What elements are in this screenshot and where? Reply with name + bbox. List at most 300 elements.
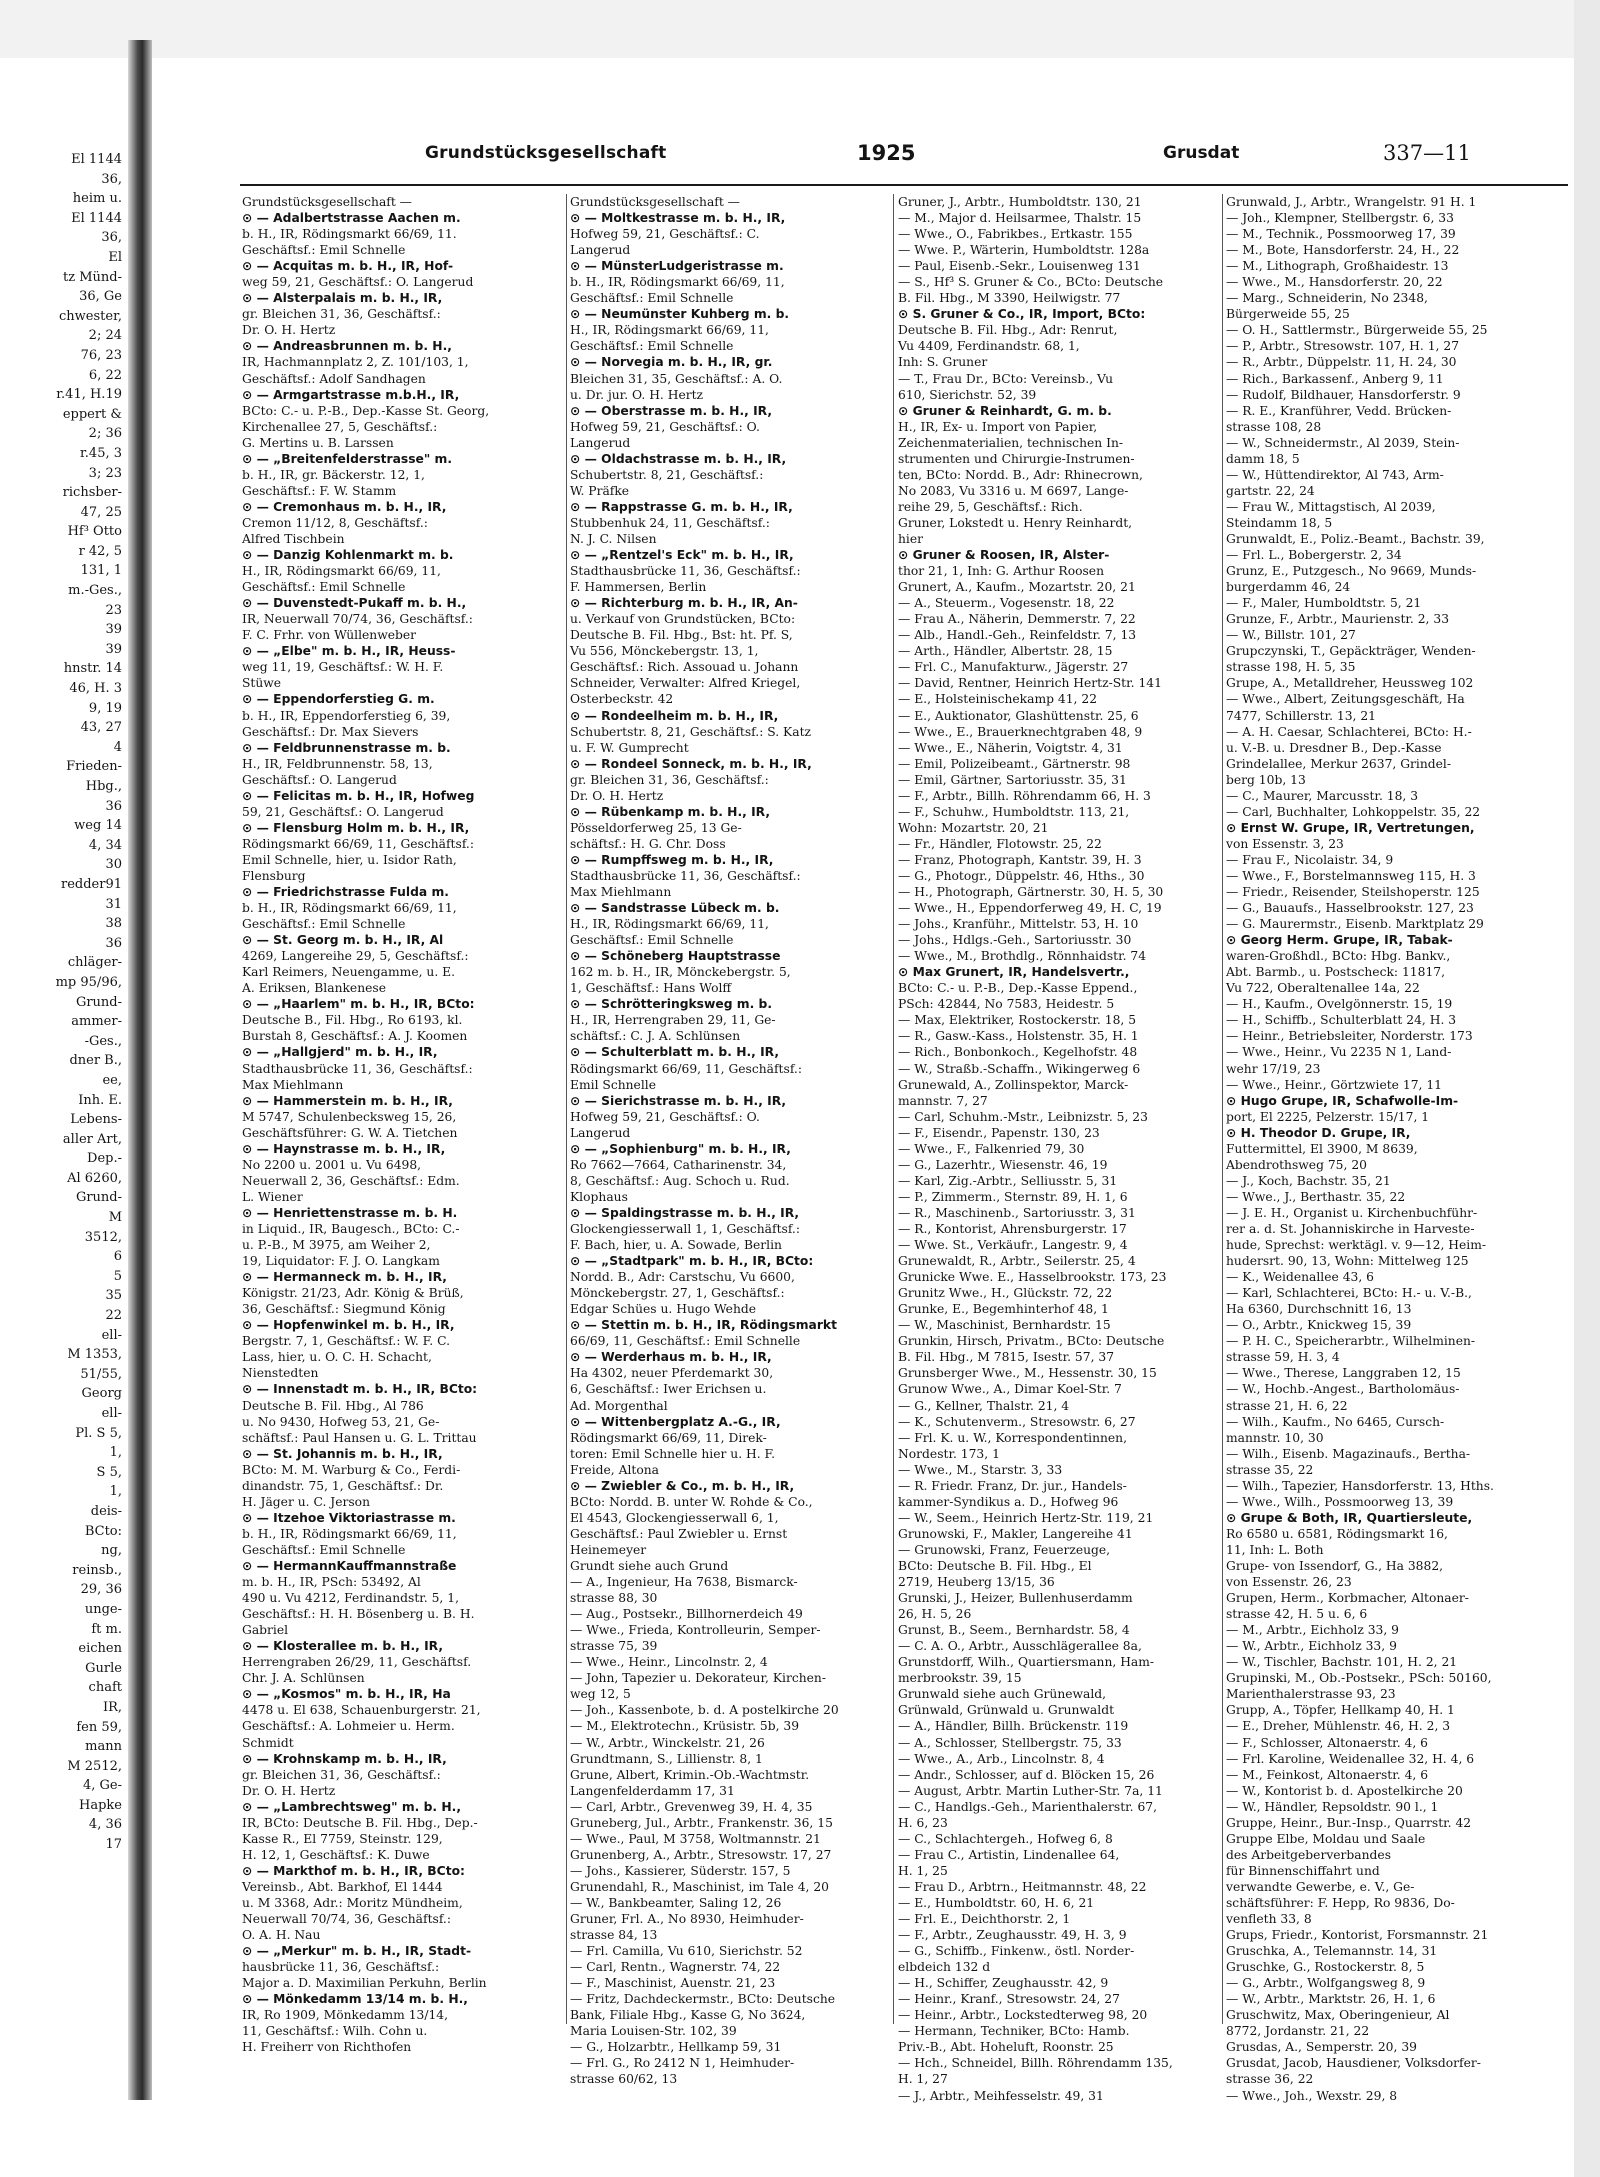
fragment-line: Al 6260, [67,1170,122,1186]
directory-line: waren-Großhdl., BCto: Hbg. Bankv., [1226,949,1451,964]
directory-line: ⊙ Grupe & Both, IR, Quartiersleute, [1226,1510,1473,1525]
directory-line: — Wwe., Therese, Langgraben 12, 15 [1226,1366,1461,1381]
directory-line: — O. H., Sattlermstr., Bürgerweide 55, 25 [1226,323,1488,338]
directory-line: — M., Bote, Hansdorferstr. 24, H., 22 [1226,243,1460,258]
fragment-line: El 1144 [71,210,122,226]
fragment-line: 4, 36 [88,1817,122,1833]
fragment-line: 5 [113,1268,122,1284]
fragment-line: r.45, 3 [80,445,122,461]
directory-line: ⊙ — Mönkedamm 13/14 m. b. H., [242,1992,468,2007]
directory-line: — C. A. O., Arbtr., Ausschlägerallee 8a, [898,1639,1142,1654]
column-divider [1222,194,1223,2024]
directory-line: ⊙ — Rondeel Sonneck, m. b. H., IR, [570,756,812,771]
fragment-line: Inh. E. [78,1092,122,1108]
directory-line: Grunst, B., Seem., Bernhardstr. 58, 4 [898,1623,1130,1638]
directory-line: ⊙ Hugo Grupe, IR, Schafwolle-Im- [1226,1093,1459,1108]
book-binding [128,40,152,2100]
directory-line: des Arbeitgeberverbandes [1226,1847,1392,1862]
directory-line: — Emil, Gärtner, Sartoriusstr. 35, 31 [898,772,1127,787]
fragment-line: Georg [81,1386,122,1402]
directory-line: Dr. O. H. Hertz [570,788,664,803]
fragment-line: redder91 [60,876,122,892]
directory-line: — M., Elektrotechn., Krüsistr. 5b, 39 [570,1719,800,1734]
directory-line: ⊙ — Eppendorferstieg G. m. [242,692,435,707]
directory-line: Vu 722, Oberaltenallee 14a, 22 [1226,981,1420,996]
directory-line: ⊙ — Friedrichstrasse Fulda m. [242,885,449,900]
directory-line: Deutsche B. Fil. Hbg., Bst: ht. Pf. S, [570,628,793,643]
directory-line: ⊙ — Rappstrasse G. m. b. H., IR, [570,499,793,514]
directory-line: — C., Handlgs.-Geh., Marienthalerstr. 67, [898,1799,1158,1814]
directory-line: ⊙ — MünsterLudgeristrasse m. [570,259,784,274]
directory-line: — K., Schutenverm., Stresowstr. 6, 27 [898,1414,1136,1429]
directory-line: Grupinski, M., Ob.-Postsekr., PSch: 50160, [1226,1671,1492,1686]
directory-line: — Frau W., Mittagstisch, Al 2039, [1226,499,1436,514]
directory-line: Geschäftsf.: Emil Schnelle [242,1542,406,1557]
directory-line: — Carl, Arbtr., Grevenweg 39, H. 4, 35 [570,1799,813,1814]
directory-line: H. Freiherr von Richthofen [242,2040,412,2055]
fragment-line: ell- [101,1327,122,1343]
directory-line: — Wwe., Heinr., Görtzwiete 17, 11 [1226,1077,1442,1092]
directory-line: ⊙ — Werderhaus m. b. H., IR, [570,1350,772,1365]
directory-line: — T., Frau Dr., BCto: Vereinsb., Vu [898,371,1114,386]
directory-line: IR, BCto: Deutsche B. Fil. Hbg., Dep.- [242,1815,478,1830]
directory-line: — Heinr., Kranf., Stresowstr. 24, 27 [898,1992,1120,2007]
directory-line: 66/69, 11, Geschäftsf.: Emil Schnelle [570,1334,801,1349]
directory-line: Geschäftsf.: O. Langerud [242,772,397,787]
directory-line: gartstr. 22, 24 [1226,483,1315,498]
fragment-line: 30 [105,857,122,873]
fragment-line: 36, [101,171,122,187]
directory-line: thor 21, 1, Inh: G. Arthur Roosen [898,564,1105,579]
directory-line: — W., Bankbeamter, Saling 12, 26 [570,1895,782,1910]
directory-line: ⊙ — Feldbrunnenstrasse m. b. [242,740,451,755]
directory-line: 610, Sierichstr. 52, 39 [898,387,1037,402]
directory-line: — J., Koch, Bachstr. 35, 21 [1226,1173,1391,1188]
directory-line: Heinemeyer [570,1542,647,1557]
directory-line: — W., Tischler, Bachstr. 101, H. 2, 21 [1226,1655,1458,1670]
directory-line: Gruner, J., Arbtr., Humboldtstr. 130, 21 [898,195,1142,209]
fragment-line: hnstr. 14 [63,661,122,677]
directory-line: — J. E. H., Organist u. Kirchenbuchführ- [1226,1205,1478,1220]
directory-line: Dr. O. H. Hertz [242,1783,336,1798]
directory-line: hier [898,531,924,546]
directory-line: — Wwe., E., Brauerknechtgraben 48, 9 [898,724,1143,739]
fragment-line: M [108,1210,122,1226]
directory-line: b. H., IR, Rödingsmarkt 66/69, 11, [570,275,785,290]
fragment-line: 39 [105,641,122,657]
directory-line: ⊙ — Hermanneck m. b. H., IR, [242,1270,447,1285]
directory-line: Maria Louisen-Str. 102, 39 [570,2024,737,2039]
directory-line: ⊙ — Neumünster Kuhberg m. b. [570,307,790,322]
directory-line: Futtermittel, El 3900, M 8639, [1226,1141,1418,1156]
fragment-line: 3; 23 [88,465,122,481]
directory-line: ⊙ — St. Johannis m. b. H., IR, [242,1446,443,1461]
directory-line: Grunze, F., Arbtr., Maurienstr. 2, 33 [1226,612,1450,627]
directory-line: 8, Geschäftsf.: Aug. Schoch u. Rud. [570,1173,790,1188]
directory-line: Max Miehlmann [570,885,672,900]
directory-line: 2719, Heuberg 13/15, 36 [898,1575,1055,1590]
directory-line: schäftsführer: F. Hepp, Ro 9836, Do- [1226,1895,1455,1910]
directory-line: — Frl. K. u. W., Korrespondentinnen, [898,1430,1128,1445]
fragment-line: mann [85,1739,122,1755]
directory-line: Grunitz Wwe., H., Glückstr. 72, 22 [898,1286,1113,1301]
directory-line: ⊙ — Sandstrasse Lübeck m. b. [570,901,780,916]
directory-line: u. P.-B., M 3975, am Weiher 2, [242,1238,431,1253]
directory-line: Grundstücksgesellschaft — [242,195,412,209]
directory-line: G. Mertins u. B. Larssen [242,435,394,450]
directory-line: 7477, Schillerstr. 13, 21 [1226,708,1377,723]
directory-line: — Wwe., M., Hansdorferstr. 20, 22 [1226,275,1443,290]
directory-line: — Frau F., Nicolaistr. 34, 9 [1226,852,1394,867]
directory-line: — Wwe., M., Starstr. 3, 33 [898,1462,1063,1477]
fragment-line: aller Art, [62,1131,122,1147]
directory-line: strasse 21, H. 6, 22 [1226,1398,1348,1413]
fragment-line: El 1144 [71,152,122,167]
directory-line: BCto: Nordd. B. unter W. Rohde & Co., [570,1494,813,1509]
directory-line: Grunz, E., Putzgesch., No 9669, Munds- [1226,564,1477,579]
directory-line: B. Fil. Hbg., M 7815, Isestr. 57, 37 [898,1350,1115,1365]
directory-line: b. H., IR, Rödingsmarkt 66/69, 11, [242,1526,457,1541]
directory-line: O. A. H. Nau [242,1928,321,1943]
fragment-line: heim u. [72,191,122,207]
directory-line: Gruschwitz, Max, Oberingenieur, Al [1226,2008,1450,2023]
directory-line: ⊙ — Alsterpalais m. b. H., IR, [242,291,443,306]
directory-line: Priv.-B., Abt. Hoheluft, Roonstr. 25 [898,2040,1114,2055]
directory-line: Wohn: Mozartstr. 20, 21 [898,820,1049,835]
directory-line: Grupe- von Issendorf, G., Ha 3882, [1226,1558,1444,1573]
fragment-line: 1, [109,1484,122,1500]
directory-line: u. Verkauf von Grundstücken, BCto: [570,612,796,627]
header-left-keyword: Grundstücksgesellschaft [425,143,667,163]
directory-line: H. Jäger u. C. Jerson [242,1494,370,1509]
directory-line: hudersrt. 90, 13, Wohn: Mittelweg 125 [1226,1254,1469,1269]
directory-line: Grunwald, J., Arbtr., Wrangelstr. 91 H. 1 [1226,195,1477,209]
directory-line: — H., Schiffb., Schulterblatt 24, H. 3 [1226,1013,1457,1028]
directory-line: ⊙ — Schrötteringksweg m. b. [570,997,773,1012]
directory-line: — M., Lithograph, Großhaidestr. 13 [1226,259,1449,274]
directory-line: — F., Arbtr., Zeughausstr. 49, H. 3, 9 [898,1928,1127,1943]
directory-line: IR, Neuerwall 70/74, 36, Geschäftsf.: [242,612,473,627]
directory-line: — Hch., Schneidel, Billh. Röhrendamm 135, [898,2056,1173,2071]
fragment-line: BCto: [84,1523,122,1539]
fragment-line: 46, H. 3 [69,681,122,697]
directory-line: — Paul, Eisenb.-Sekr., Louisenweg 131 [898,259,1141,274]
directory-line: Langerud [570,1125,631,1140]
fragment-line: S 5, [96,1464,122,1480]
directory-line: Grupen, Herm., Korbmacher, Altonaer- [1226,1591,1469,1606]
directory-line: in Liquid., IR, Baugesch., BCto: C.- [242,1222,460,1236]
directory-line: Emil Schnelle, hier, u. Isidor Rath, [242,852,457,867]
directory-line: — F., Maler, Humboldtstr. 5, 21 [1226,596,1422,611]
directory-line: merbrookstr. 39, 15 [898,1671,1022,1686]
directory-line: — M., Technik., Possmoorweg 17, 39 [1226,227,1456,242]
directory-line: verwandte Gewerbe, e. V., Ge- [1226,1879,1415,1894]
directory-line: port, El 2225, Pelzerstr. 15/17, 1 [1226,1109,1430,1124]
directory-line: Marienthalerstrasse 93, 23 [1226,1687,1396,1702]
directory-line: ⊙ — Sierichstrasse m. b. H., IR, [570,1093,787,1108]
directory-line: — Frl. E., Deichthorstr. 2, 1 [898,1912,1071,1927]
directory-line: 11, Inh: L. Both [1226,1542,1324,1557]
directory-line: Geschäftsf.: Emil Schnelle [242,580,406,595]
directory-line: gr. Bleichen 31, 36, Geschäftsf.: [570,772,769,787]
fragment-line: 6 [113,1249,122,1265]
directory-line: Inh: S. Gruner [898,355,988,370]
directory-line: Nordestr. 173, 1 [898,1446,1000,1461]
directory-line: Neuerwall 2, 36, Geschäftsf.: Edm. [242,1173,460,1188]
directory-line: burgerdamm 46, 24 [1226,580,1351,595]
fragment-line: mp 95/96, [55,974,122,990]
fragment-line: ft m. [91,1621,122,1637]
directory-line: — P., Arbtr., Stresowstr. 107, H. 1, 27 [1226,339,1460,354]
fragment-line: 2; 36 [88,426,122,442]
directory-line: ⊙ — Richterburg m. b. H., IR, An- [570,596,798,611]
directory-line: Ha 4302, neuer Pferdemarkt 30, [570,1366,774,1381]
page-number: 337—11 [1383,141,1471,165]
directory-line: ⊙ — Innenstadt m. b. H., IR, BCto: [242,1382,478,1397]
directory-line: — Wwe., J., Berthastr. 35, 22 [1226,1189,1406,1204]
directory-line: — A., Schlosser, Stellbergstr. 75, 33 [898,1735,1122,1750]
fragment-line: 17 [105,1837,122,1853]
directory-line: ⊙ — Oldachstrasse m. b. H., IR, [570,451,787,466]
directory-line: ⊙ — Markthof m. b. H., IR, BCto: [242,1863,465,1878]
fragment-line: eppert & [62,406,122,422]
directory-line: H. 1, 27 [898,2072,948,2087]
directory-line: — E., Auktionator, Glashüttenstr. 25, 6 [898,708,1139,723]
fragment-line: chwester, [59,308,122,324]
directory-line: — Heinr., Betriebsleiter, Norderstr. 173 [1226,1029,1473,1044]
directory-line: ⊙ — Krohnskamp m. b. H., IR, [242,1751,447,1766]
directory-line: hausbrücke 11, 36, Geschäftsf.: [242,1960,440,1975]
directory-line: — C., Maurer, Marcusstr. 18, 3 [1226,788,1419,803]
directory-line: Grünwald, Grünwald u. Grunwaldt [898,1703,1115,1718]
directory-line: Abt. Barmb., u. Postscheck: 11817, [1226,965,1445,980]
directory-line: — W., Arbtr., Winckelstr. 21, 26 [570,1735,765,1750]
directory-line: u. Dr. jur. O. H. Hertz [570,387,704,402]
directory-line: Grunke, E., Begemhinterhof 48, 1 [898,1302,1109,1317]
directory-line: Gruppe Elbe, Moldau und Saale [1226,1831,1426,1846]
directory-line: Karl Reimers, Neuengamme, u. E. [242,965,456,980]
directory-line: Vu 4409, Ferdinandstr. 68, 1, [898,339,1080,354]
directory-line: — Emil, Polizeibeamt., Gärtnerstr. 98 [898,756,1131,771]
directory-line: — G., Bauaufs., Hasselbrookstr. 127, 23 [1226,901,1474,916]
directory-line: Vereinsb., Abt. Barkhof, El 1444 [242,1879,443,1894]
directory-line: No 2200 u. 2001 u. Vu 6498, [242,1157,422,1172]
fragment-line: 4, 34 [88,837,122,853]
directory-line: ⊙ — Henriettenstrasse m. b. H. [242,1205,458,1220]
directory-line: — F., Schlosser, Altonaerstr. 4, 6 [1226,1735,1428,1750]
directory-line: Bürgerweide 55, 25 [1226,307,1350,322]
directory-line: Gruschka, A., Telemannstr. 14, 31 [1226,1944,1438,1959]
directory-line: — A., Händler, Billh. Brückenstr. 119 [898,1719,1129,1734]
directory-line: Deutsche B. Fil. Hbg., Al 786 [242,1398,424,1413]
directory-line: Flensburg [242,868,306,883]
directory-line: — M., Arbtr., Eichholz 33, 9 [1226,1623,1399,1638]
directory-line: W. Präfke [570,483,630,498]
scan-edge [0,0,1600,58]
fragment-line: Pl. S 5, [75,1425,122,1441]
directory-line: — A. H. Caesar, Schlachterei, BCto: H.- [1226,724,1472,739]
directory-line: dinandstr. 75, 1, Geschäftsf.: Dr. [242,1478,444,1493]
directory-line: ⊙ — Stettin m. b. H., IR, Rödingsmarkt [570,1318,837,1333]
directory-line: strasse 42, H. 5 u. 6, 6 [1226,1607,1368,1622]
fragment-line: chläger- [67,955,122,971]
directory-line: Neuerwall 70/74, 36, Geschäftsf.: [242,1912,451,1927]
fragment-line: 23 [105,602,122,618]
directory-line: ⊙ — „Merkur" m. b. H., IR, Stadt- [242,1944,472,1959]
directory-line: — W., Händler, Repsoldstr. 90 l., 1 [1226,1799,1439,1814]
directory-line: 19, Liquidator: F. J. O. Langkam [242,1254,440,1269]
directory-line: ⊙ — Felicitas m. b. H., IR, Hofweg [242,788,475,803]
directory-line: — Wwe., E., Näherin, Voigtstr. 4, 31 [898,740,1123,755]
directory-line: — R. E., Kranführer, Vedd. Brücken- [1226,403,1452,418]
fragment-line: chaft [88,1680,122,1696]
directory-line: — Karl, Zig.-Arbtr., Selliusstr. 5, 31 [898,1173,1118,1188]
directory-line: — Wwe., Joh., Wexstr. 29, 8 [1226,2088,1398,2103]
directory-line: damm 18, 5 [1226,451,1300,466]
directory-line: ⊙ — Acquitas m. b. H., IR, Hof- [242,259,454,274]
directory-line: ⊙ Max Grunert, IR, Handelsvertr., [898,965,1130,980]
directory-line: strasse 84, 13 [570,1928,658,1943]
directory-line: für Binnenschiffahrt und [1226,1863,1380,1878]
directory-line: gr. Bleichen 31, 36, Geschäftsf.: [242,307,441,322]
directory-line: ⊙ — Danzig Kohlenmarkt m. b. [242,548,454,563]
directory-line: 59, 21, Geschäftsf.: O. Langerud [242,804,444,819]
directory-line: — Fritz, Dachdeckermstr., BCto: Deutsche [570,1992,836,2007]
directory-line: elbdeich 132 d [898,1960,991,1975]
directory-line: — Wwe., Paul, M 3758, Woltmannstr. 21 [570,1831,821,1846]
directory-line: — David, Rentner, Heinrich Hertz-Str. 141 [898,676,1162,691]
directory-line: Grunsberger Wwe., M., Hessenstr. 30, 15 [898,1366,1157,1381]
directory-line: Geschäftsf.: Adolf Sandhagen [242,371,426,386]
directory-line: weg 59, 21, Geschäftsf.: O. Langerud [242,275,474,290]
directory-line: ⊙ — Schulterblatt m. b. H., IR, [570,1045,780,1060]
directory-line: b. H., IR, Rödingsmarkt 66/69, 11. [242,227,457,242]
directory-line: Rödingsmarkt 66/69, 11, Direk- [570,1430,767,1445]
directory-line: H., IR, Herrengraben 29, 11, Ge- [570,1013,776,1028]
directory-line: — W., Kontorist b. d. Apostelkirche 20 [1226,1783,1463,1798]
directory-line: — C., Schlachtergeh., Hofweg 6, 8 [898,1831,1113,1846]
directory-line: — J., Arbtr., Meihfesselstr. 49, 31 [898,2088,1104,2103]
directory-line: Kirchenallee 27, 5, Geschäftsf.: [242,419,438,434]
directory-line: Geschäftsf.: Dr. Max Sievers [242,724,419,739]
directory-line: IR, Ro 1909, Mönkedamm 13/14, [242,2008,449,2023]
directory-line: A. Eriksen, Blankenese [242,981,386,996]
directory-line: ⊙ — „Elbe" m. b. H., IR, Heuss- [242,644,456,659]
directory-line: — Arth., Händler, Albertstr. 28, 15 [898,644,1113,659]
directory-line: — Frl. C., Manufakturw., Jägerstr. 27 [898,660,1129,675]
directory-line: Geschäftsf.: Emil Schnelle [570,291,734,306]
directory-line: Schmidt [242,1735,294,1750]
directory-line: ⊙ — Adalbertstrasse Aachen m. [242,211,461,226]
directory-line: — Wilh., Kaufm., No 6465, Cursch- [1226,1414,1445,1429]
directory-line: b. H., IR, Rödingsmarkt 66/69, 11, [242,901,457,916]
directory-line: Rödingsmarkt 66/69, 11, Geschäftsf.: [242,836,474,851]
directory-line: ⊙ Ernst W. Grupe, IR, Vertretungen, [1226,820,1475,835]
directory-line: Nienstedten [242,1366,319,1381]
directory-line: ⊙ Georg Herm. Grupe, IR, Tabak- [1226,933,1453,948]
directory-line: ⊙ — Rübenkamp m. b. H., IR, [570,804,771,819]
directory-line: Grunendahl, R., Maschinist, im Tale 4, 20 [570,1879,829,1894]
directory-line: B. Fil. Hbg., M 3390, Heilwigstr. 77 [898,291,1121,306]
directory-line: — Wwe., F., Borstelmannsweg 115, H. 3 [1226,868,1476,883]
directory-line: — Joh., Kassenbote, b. d. A postelkirche 20 [570,1703,839,1718]
fragment-line: richsber- [62,485,122,501]
directory-line: Langenfelderdamm 17, 31 [570,1783,735,1798]
directory-line: — R., Gasw.-Kass., Holstenstr. 35, H. 1 [898,1029,1139,1044]
directory-line: Geschäftsf.: Emil Schnelle [242,243,406,258]
directory-line: m. b. H., IR, PSch: 53492, Al [242,1575,421,1590]
directory-line: — Frau A., Näherin, Demmerstr. 7, 22 [898,612,1136,627]
directory-line: u. M 3368, Adr.: Moritz Mündheim, [242,1895,463,1910]
directory-line: — W., Hochb.-Angest., Bartholomäus- [1226,1382,1460,1397]
directory-line: Grunow Wwe., A., Dimar Koel-Str. 7 [898,1382,1122,1397]
directory-line: Geschäftsf.: H. H. Bösenberg u. B. H. [242,1607,475,1622]
directory-line: Grups, Friedr., Kontorist, Forsmannstr. 21 [1226,1928,1489,1943]
directory-line: ⊙ — „Rentzel's Eck" m. b. H., IR, [570,548,794,563]
directory-line: — Rich., Bonbonkoch., Kegelhofstr. 48 [898,1045,1138,1060]
fragment-line: 131, 1 [80,563,122,579]
directory-line: Grundt siehe auch Grund [570,1558,729,1573]
directory-line: — Wilh., Tapezier, Hansdorferstr. 13, Hths. [1226,1478,1494,1493]
fragment-line: 38 [105,916,122,932]
directory-line: ⊙ — Haynstrasse m. b. H., IR, [242,1141,446,1156]
directory-line: — H., Kaufm., Ovelgönnerstr. 15, 19 [1226,997,1453,1012]
directory-line: Freide, Altona [570,1462,659,1477]
directory-line: — G., Kellner, Thalstr. 21, 4 [898,1398,1070,1413]
directory-line: 6, Geschäftsf.: Iwer Erichsen u. [570,1382,767,1397]
fragment-line: ee, [102,1072,122,1088]
directory-line: Geschäftsführer: G. W. A. Tietchen [242,1125,458,1140]
directory-line: — W., Schneidermstr., Al 2039, Stein- [1226,435,1460,450]
fragment-line: 4 [113,739,122,755]
directory-line: u. No 9430, Hofweg 53, 21, Ge- [242,1414,440,1429]
directory-line: F. C. Frhr. von Wüllenweber [242,628,417,643]
directory-line: 26, H. 5, 26 [898,1607,972,1622]
fragment-line: eichen [78,1641,122,1657]
directory-line: — Wwe., Heinr., Lincolnstr. 2, 4 [570,1655,768,1670]
directory-line: El 4543, Glockengiesserwall 6, 1, [570,1510,779,1525]
directory-line: Grusdat, Jacob, Hausdiener, Volksdorfer- [1226,2056,1481,2071]
directory-line: ⊙ — Cremonhaus m. b. H., IR, [242,499,447,514]
directory-line: PSch: 42844, No 7583, Heidestr. 5 [898,997,1115,1012]
directory-line: — W., Seem., Heinrich Hertz-Str. 119, 21 [898,1510,1154,1525]
directory-line: Nordd. B., Adr: Carstschu, Vu 6600, [570,1270,795,1285]
directory-line: — Johs., Kranführ., Mittelstr. 53, H. 10 [898,917,1139,932]
directory-line: 8772, Jordanstr. 21, 22 [1226,2024,1370,2039]
directory-line: Gabriel [242,1623,289,1638]
directory-line: — G., Arbtr., Wolfgangsweg 8, 9 [1226,1976,1426,1991]
directory-line: b. H., IR, gr. Bäckerstr. 12, 1, [242,467,425,482]
directory-line: Burstah 8, Geschäftsf.: A. J. Koomen [242,1029,468,1044]
directory-line: 1, Geschäftsf.: Hans Wolff [570,981,732,996]
directory-line: L. Wiener [242,1189,303,1204]
directory-line: — E., Humboldtstr. 60, H. 6, 21 [898,1895,1095,1910]
directory-line: — F., Arbtr., Billh. Röhrendamm 66, H. 3 [898,788,1151,803]
directory-line: von Essenstr. 3, 23 [1226,836,1344,851]
directory-line: — Wwe., Frieda, Kontrolleurin, Semper- [570,1623,821,1638]
directory-line: Grunstdorff, Wilh., Quartiersmann, Ham- [898,1655,1155,1670]
directory-line: rer a. d. St. Johanniskirche in Harveste- [1226,1222,1475,1236]
fragment-line: 43, 27 [80,720,122,736]
directory-line: Lass, hier, u. O. C. H. Schacht, [242,1350,432,1365]
fragment-line: 35 [105,1288,122,1304]
scan-margin [1574,0,1600,2177]
directory-line: b. H., IR, Eppendorferstieg 6, 39, [242,708,451,723]
directory-line: — Wwe. P., Wärterin, Humboldtstr. 128a [898,243,1150,258]
directory-line: berg 10b, 13 [1226,772,1306,787]
directory-line: Zeichenmaterialien, technischen In- [898,435,1124,450]
directory-line: — Wwe., Wilh., Possmoorweg 13, 39 [1226,1494,1454,1509]
